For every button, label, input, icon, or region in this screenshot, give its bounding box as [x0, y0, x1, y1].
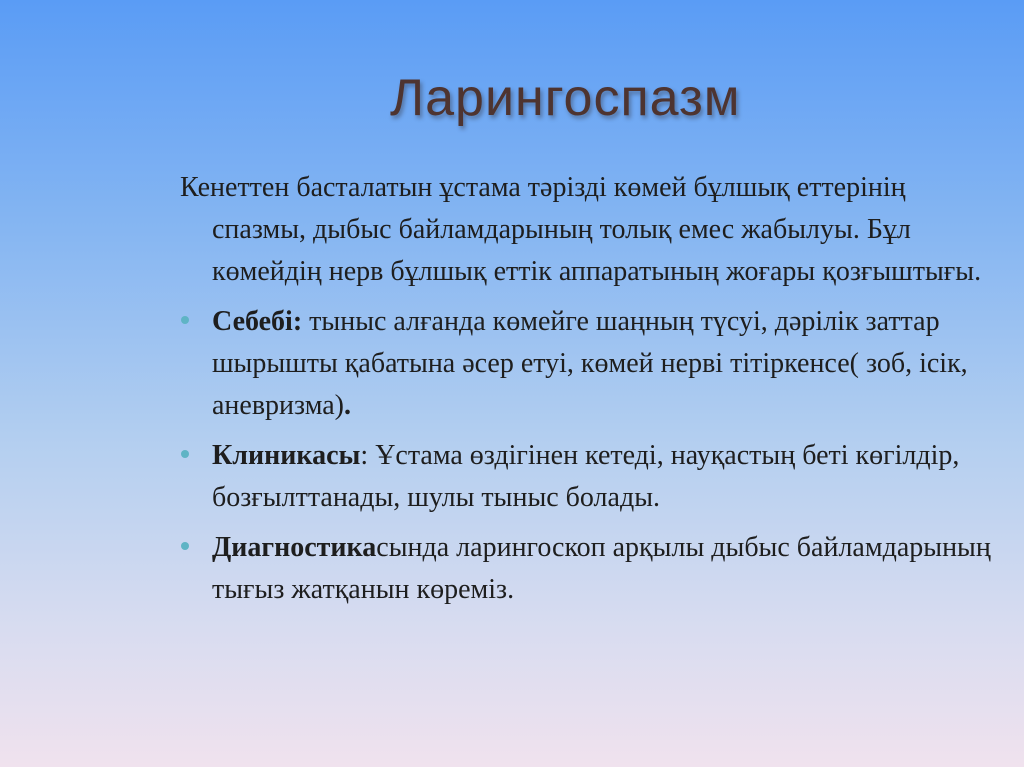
bullet-item-cause [180, 301, 1000, 427]
clinic-text: : Ұстама өздігінен кетеді, науқастың беті көгілдір, бозғылттанады, шулы тыныс болады. [212, 440, 960, 513]
cause-heading: Себебі: [212, 306, 303, 337]
slide-body [180, 167, 1000, 611]
diagnostics-heading: Диагностика [212, 532, 377, 563]
bullet-item-diagnostics [180, 527, 1000, 611]
diagnostics-text: сында ларингоскоп арқылы дыбыс байламдарының тығыз жатқанын көреміз. [212, 532, 991, 605]
bullet-dot-icon [181, 542, 189, 550]
cause-end-mark: . [344, 390, 351, 421]
slide-title: Ларингоспазм [390, 69, 741, 127]
clinic-heading: Клиникасы [212, 440, 361, 471]
intro-paragraph: Кенеттен басталатын ұстама тәрізді көмей бұлшық еттерінің спазмы, дыбыс байламдарының толық емес жабылуы. Бұл көмейдің нерв бұлшық еттік аппаратының жоғары қозғыштығы. [180, 172, 982, 287]
bullet-item-clinic [180, 435, 1000, 519]
bullet-dot-icon [181, 450, 189, 458]
cause-text: тыныс алғанда көмейге шаңның түсуі, дәрілік заттар шырышты қабатына әсер етуі, көмей нерві тітіркенсе( зоб, ісік, аневризма) [212, 306, 968, 421]
bullet-dot-icon [181, 316, 189, 324]
